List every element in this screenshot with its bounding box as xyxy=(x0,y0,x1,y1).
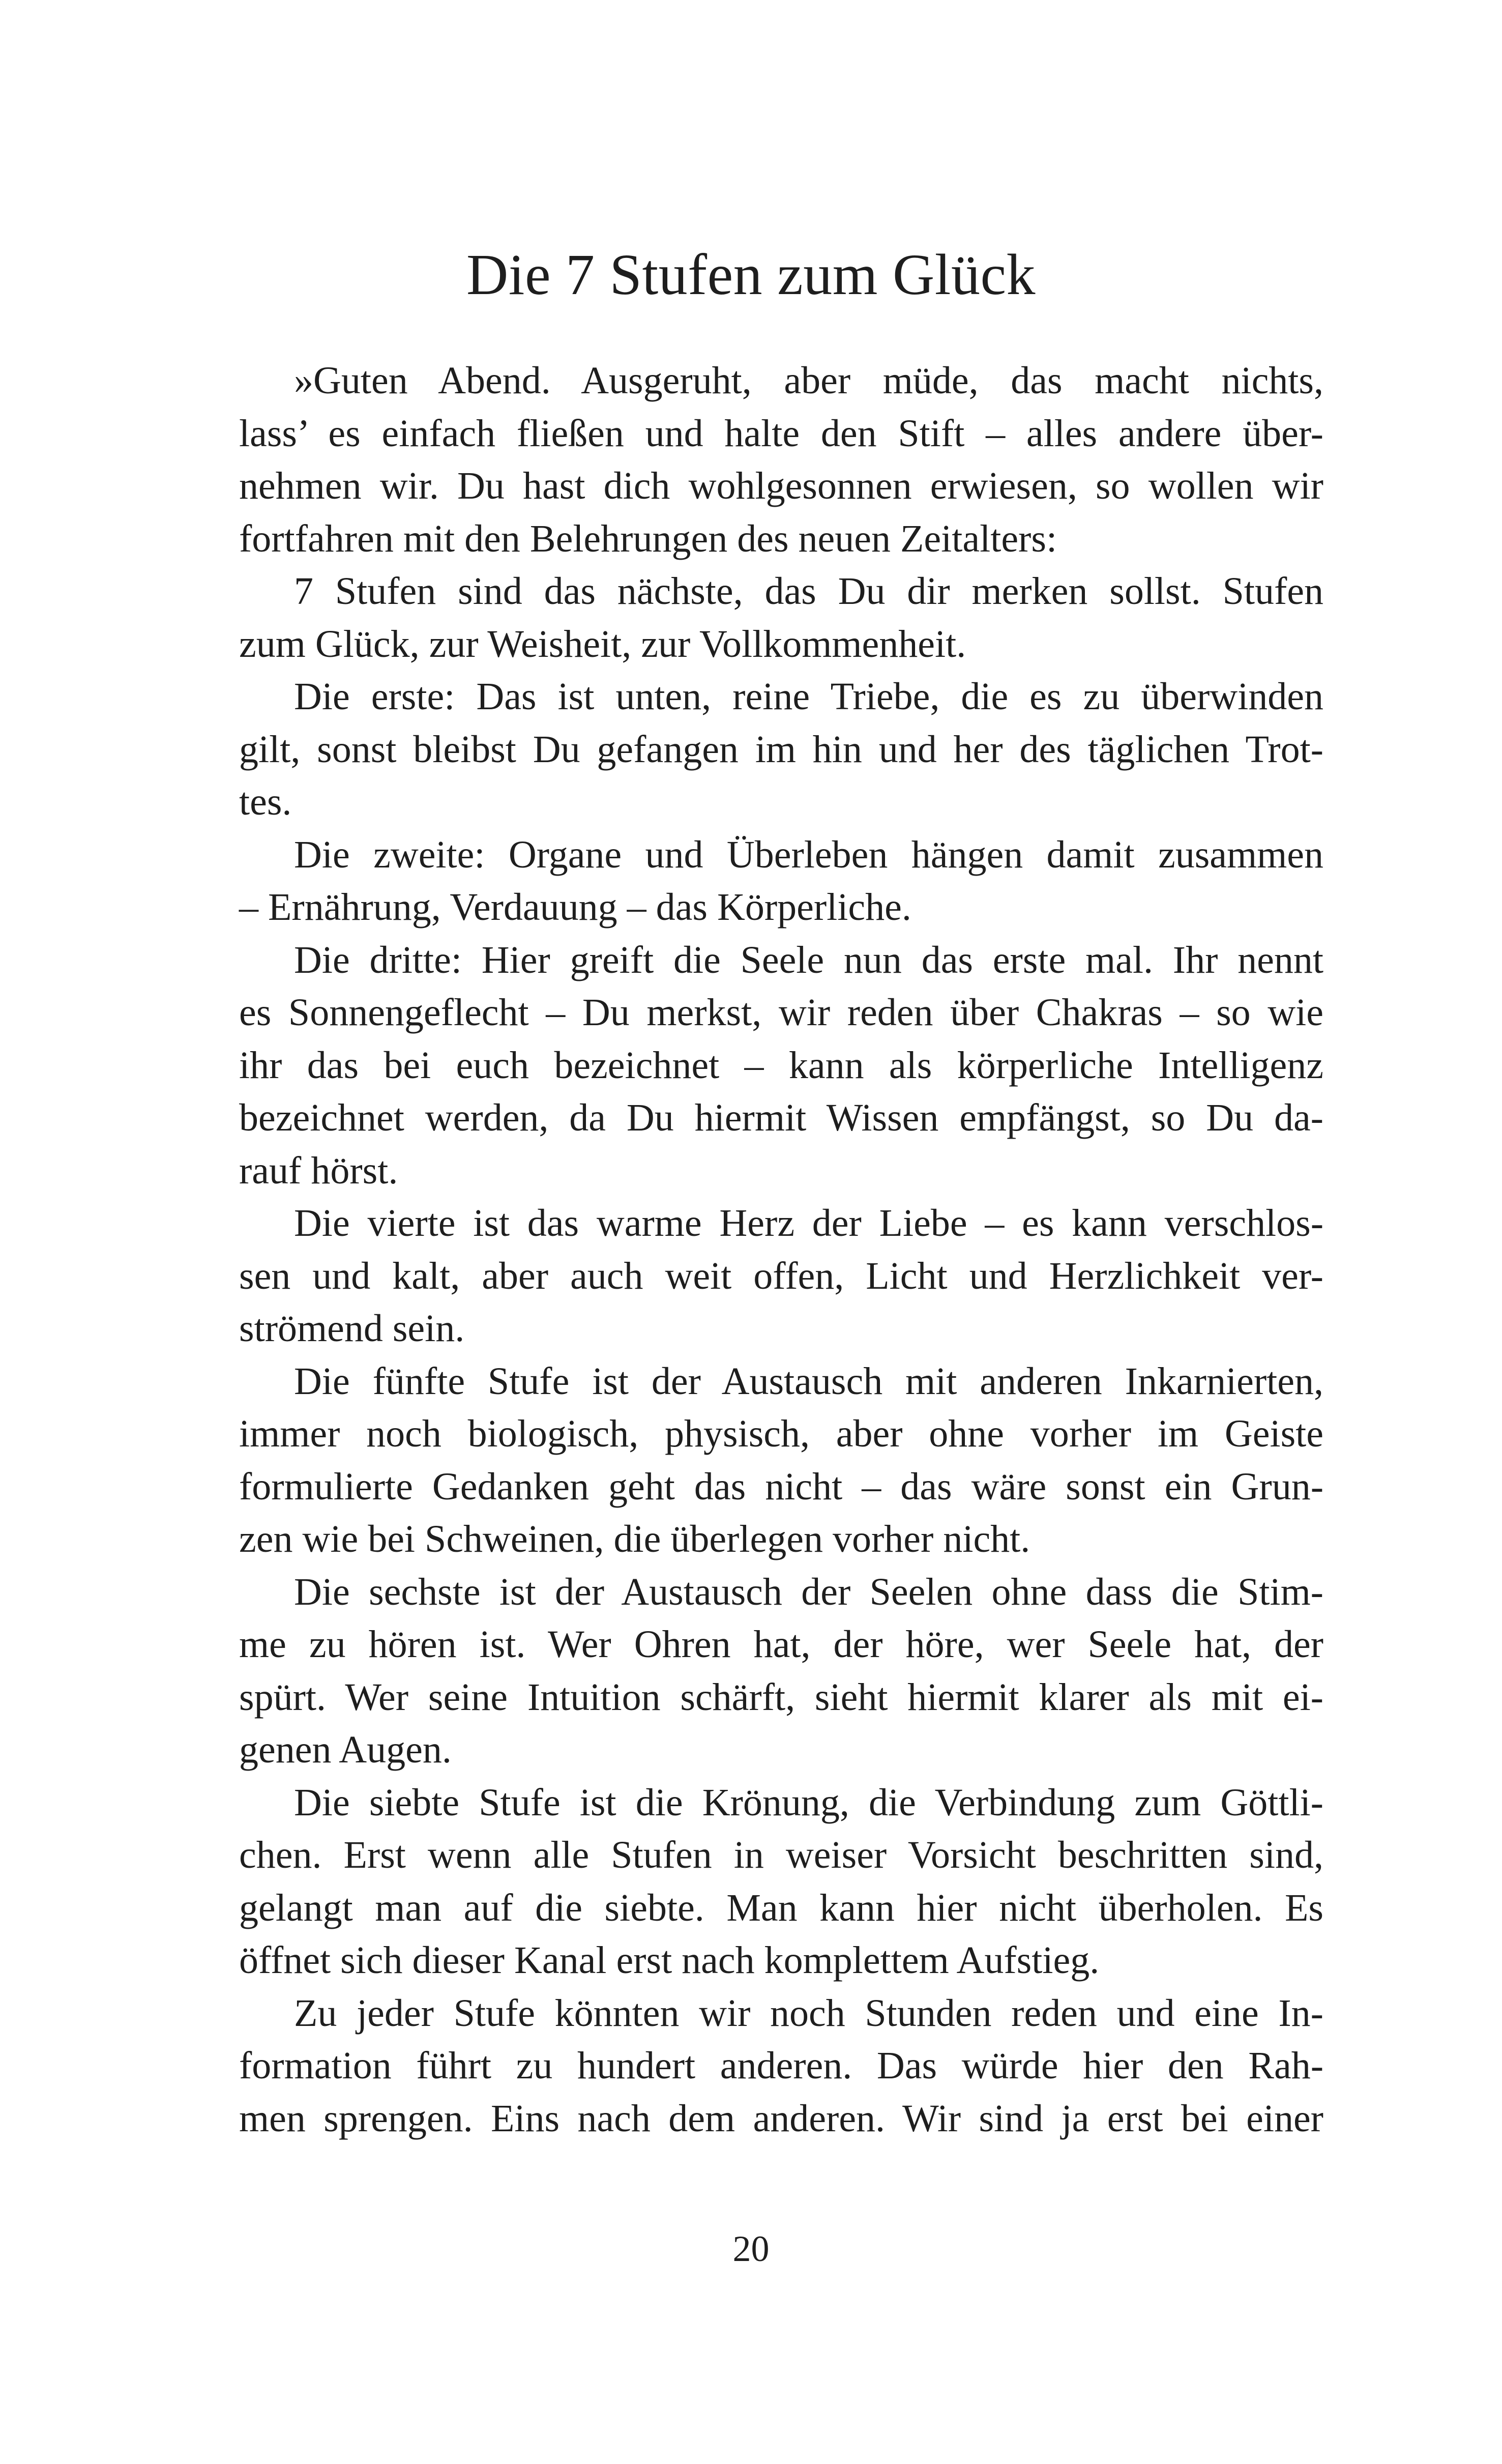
text-line: bezeichnet werden, da Du hiermit Wissen empfängst, so Du da- xyxy=(239,1096,1323,1139)
text-line: rauf hörst. xyxy=(239,1149,398,1192)
text-line: gilt, sonst bleibst Du gefangen im hin und her des täglichen Trot- xyxy=(239,728,1323,771)
text-line: nehmen wir. Du hast dich wohlgesonnen erwiesen, so wollen wir xyxy=(239,465,1323,507)
chapter-title: Die 7 Stufen zum Glück xyxy=(466,242,1036,307)
text-line: tes. xyxy=(239,780,292,823)
text-line: Die dritte: Hier greift die Seele nun das erste mal. Ihr nennt xyxy=(294,938,1323,981)
text-line: zen wie bei Schweinen, die überlegen vorher nicht. xyxy=(239,1518,1030,1560)
text-line: men sprengen. Eins nach dem anderen. Wir sind ja erst bei einer xyxy=(239,2097,1323,2140)
text-line: öffnet sich dieser Kanal erst nach komplettem Aufstieg. xyxy=(239,1939,1100,1982)
text-line: me zu hören ist. Wer Ohren hat, der höre, wer Seele hat, der xyxy=(239,1623,1323,1666)
text-line: »Guten Abend. Ausgeruht, aber müde, das macht nichts, xyxy=(294,359,1323,402)
text-line: sen und kalt, aber auch weit offen, Licht und Herzlichkeit ver- xyxy=(239,1254,1323,1297)
text-line: ihr das bei euch bezeichnet – kann als körperliche Intelligenz xyxy=(239,1043,1323,1087)
text-line: formation führt zu hundert anderen. Das würde hier den Rah- xyxy=(239,2044,1323,2087)
text-line: immer noch biologisch, physisch, aber ohne vorher im Geiste xyxy=(239,1412,1323,1455)
text-line: strömend sein. xyxy=(239,1307,465,1350)
text-line: Zu jeder Stufe könnten wir noch Stunden reden und eine In- xyxy=(294,1991,1323,2035)
text-line: gelangt man auf die siebte. Man kann hier nicht überholen. Es xyxy=(239,1886,1323,1929)
text-line: fortfahren mit den Belehrungen des neuen Zeitalters: xyxy=(239,517,1057,560)
text-line: Die siebte Stufe ist die Krönung, die Verbindung zum Göttli- xyxy=(294,1781,1323,1824)
text-line: es Sonnengeflecht – Du merkst, wir reden über Chakras – so wie xyxy=(239,991,1323,1034)
text-line: – Ernährung, Verdauung – das Körperliche. xyxy=(239,886,911,929)
text-line: zum Glück, zur Weisheit, zur Vollkommenheit. xyxy=(239,622,966,665)
body-text xyxy=(239,355,1323,2145)
text-line: chen. Erst wenn alle Stufen in weiser Vorsicht beschritten sind, xyxy=(239,1834,1323,1876)
text-line: Die erste: Das ist unten, reine Triebe, die es zu überwinden xyxy=(294,675,1323,718)
text-line: formulierte Gedanken geht das nicht – das wäre sonst ein Grun- xyxy=(239,1465,1323,1508)
text-line: Die zweite: Organe und Überleben hängen damit zusammen xyxy=(294,833,1323,876)
text-line: spürt. Wer seine Intuition schärft, sieht hiermit klarer als mit ei- xyxy=(239,1675,1323,1719)
text-line: 7 Stufen sind das nächste, das Du dir merken sollst. Stufen xyxy=(294,570,1323,613)
text-line: Die sechste ist der Austausch der Seelen ohne dass die Stim- xyxy=(294,1570,1323,1613)
text-line: lass’ es einfach fließen und halte den Stift – alles andere über- xyxy=(239,412,1323,455)
text-line: Die fünfte Stufe ist der Austausch mit anderen Inkarnierten, xyxy=(294,1359,1323,1403)
page-number: 20 xyxy=(732,2228,770,2269)
text-line: genen Augen. xyxy=(239,1728,452,1771)
text-line: Die vierte ist das warme Herz der Liebe – es kann verschlos- xyxy=(294,1202,1323,1244)
